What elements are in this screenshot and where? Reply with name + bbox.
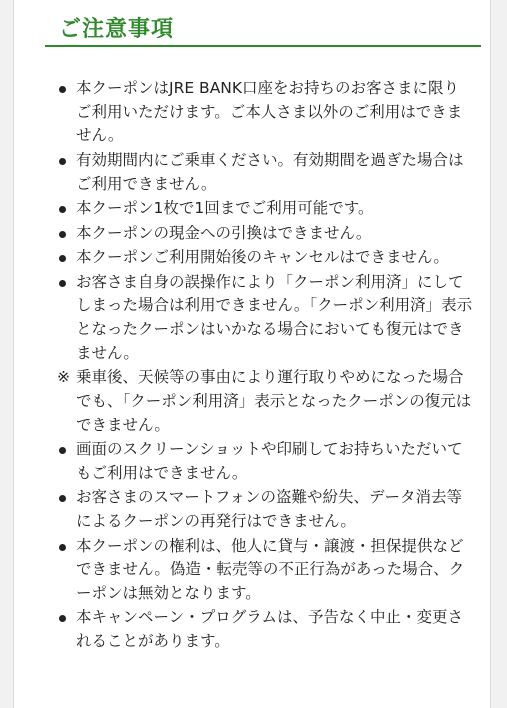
note-text: 本クーポンはJRE BANK口座をお持ちのお客さまに限りご利用いただけます。ご本人さま以外のご利用はできません。 [76, 79, 463, 145]
notes-list [54, 77, 474, 655]
note-text: 画面のスクリーンショットや印刷してお持ちいただいてもご利用はできません。 [76, 440, 463, 482]
bullet-dot [59, 280, 66, 287]
note-text: 有効期間内にご乗車ください。有効期間を過ぎた場合はご利用できません。 [76, 150, 464, 193]
footnote-mark: ※ [57, 368, 70, 387]
note-text: お客さま自身の誤操作により「クーポン利用済」にしてしまった場合は利用できません。「クーポン利用済」表示となったクーポンはいかなる場合においても復元はできません。 [76, 272, 473, 362]
note-text: 本クーポンご利用開始後のキャンセルはできません。 [76, 248, 449, 267]
note-text: 本クーポンの現金への引換はできません。 [76, 223, 372, 242]
section-heading: ご注意事項 [59, 17, 175, 42]
note-item [54, 246, 474, 270]
note-text: お客さまのスマートフォンの盗難や紛失、データ消去等によるクーポンの再発行はできません。 [76, 488, 462, 531]
bullet-dot [59, 544, 66, 551]
bullet-dot [59, 206, 66, 213]
bullet-dot [59, 615, 66, 622]
note-item [54, 197, 474, 221]
note-item [54, 606, 474, 653]
footnote-item [54, 366, 474, 437]
note-text: 乗車後、天候等の事由により運行取りやめになった場合でも、「クーポン利用済」表示となったクーポンの復元はできません。 [76, 368, 472, 434]
note-item [54, 271, 474, 366]
bullet-dot [59, 495, 66, 502]
note-item [54, 438, 474, 485]
note-item [54, 222, 474, 246]
bullet-dot [59, 447, 66, 454]
note-item [54, 149, 474, 196]
note-text: 本キャンペーン・プログラムは、予告なく中止・変更されることがあります。 [76, 608, 464, 651]
note-item [54, 486, 474, 533]
note-item [54, 77, 474, 148]
bullet-dot [59, 255, 66, 262]
note-text: 本クーポンの権利は、他人に貸与・譲渡・担保提供などできません。偽造・転売等の不正行為があった場合、クーポンは無効となります。 [76, 536, 465, 602]
bullet-dot [59, 158, 66, 165]
note-text: 本クーポン1枚で1回までご利用可能です。 [76, 199, 374, 218]
bullet-dot [59, 86, 66, 93]
heading-rule [45, 14, 481, 47]
note-item [54, 535, 474, 606]
bullet-dot [59, 231, 66, 238]
notes-card [13, 0, 491, 708]
